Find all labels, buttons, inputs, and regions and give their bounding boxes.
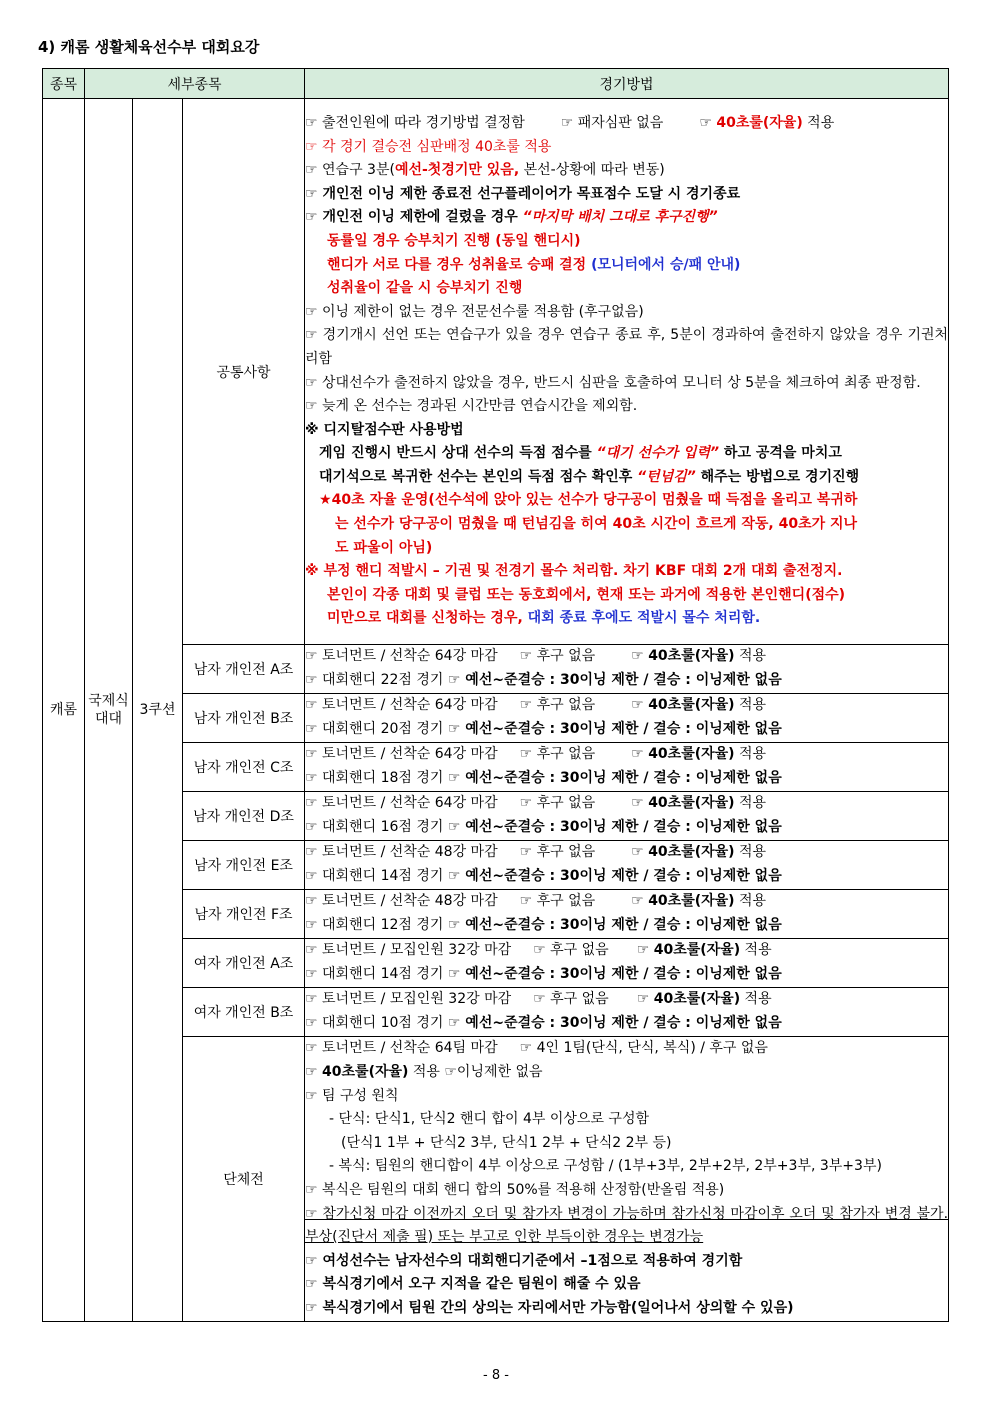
common-line-5: ☞ 개인전 이닝 제한에 걸렸을 경우 “마지막 배치 그대로 후구진행” — [305, 209, 718, 226]
division-label: 여자 개인전 A조 — [183, 939, 305, 988]
common-line-8: 성취율이 같을 시 승부치기 진행 — [327, 280, 523, 297]
division-label: 남자 개인전 D조 — [183, 792, 305, 841]
common-line-20: 본인이 각종 대회 및 클럽 또는 동호회에서, 현재 또는 과거에 적용한 본인핸디(점수) — [327, 586, 846, 603]
common-line-6: 동률일 경우 승부치기 진행 (동일 핸디시) — [327, 232, 581, 249]
division-label: 여자 개인전 B조 — [183, 988, 305, 1037]
court-cell: 3쿠션 — [133, 99, 183, 1322]
division-desc: ☞ 토너먼트 / 선착순 64강 마감 ☞ 후구 없음 ☞ 40초룰(자율) 적용 ☞ 대회핸디 16점 경기 ☞ 예선~준결승 : 30이닝 제한 / 결승 : 이닝제한 없음 — [305, 792, 949, 841]
common-line-9: ☞ 이닝 제한이 없는 경우 전문선수룰 적용함 (후구없음) — [305, 303, 644, 320]
table-row-common — [43, 99, 949, 645]
section-title: 4) 캐롬 생활체육선수부 대회요강 — [38, 38, 260, 56]
division-desc: ☞ 토너먼트 / 선착순 48강 마감 ☞ 후구 없음 ☞ 40초룰(자율) 적용 ☞ 대회핸디 12점 경기 ☞ 예선~준결승 : 30이닝 제한 / 결승 : 이닝제한 없음 — [305, 890, 949, 939]
page-number: - 8 - — [483, 1368, 509, 1383]
style-line-1: 국제식 — [88, 693, 129, 709]
header-method: 경기방법 — [305, 69, 949, 99]
common-line-1: ☞ 출전인원에 따라 경기방법 결정함 ☞ 패자심판 없음 ☞ 40초룰(자율) 적용 — [305, 114, 835, 131]
style-cell — [85, 99, 133, 1322]
division-desc: ☞ 토너먼트 / 모집인원 32강 마감 ☞ 후구 없음 ☞ 40초룰(자율) 적용 ☞ 대회핸디 14점 경기 ☞ 예선~준결승 : 30이닝 제한 / 결승 : 이닝제한 없음 — [305, 939, 949, 988]
division-label: 남자 개인전 F조 — [183, 890, 305, 939]
division-label: 남자 개인전 B조 — [183, 694, 305, 743]
common-line-11: ☞ 상대선수가 출전하지 않았을 경우, 반드시 심판을 호출하여 모니터 상 5분을 체크하여 최종 판정함. — [305, 374, 921, 391]
table-header-row — [43, 69, 949, 99]
rules-table — [42, 68, 949, 1322]
division-desc: ☞ 토너먼트 / 선착순 48강 마감 ☞ 후구 없음 ☞ 40초룰(자율) 적용 ☞ 대회핸디 14점 경기 ☞ 예선~준결승 : 30이닝 제한 / 결승 : 이닝제한 없음 — [305, 841, 949, 890]
division-desc: ☞ 토너먼트 / 선착순 64강 마감 ☞ 후구 없음 ☞ 40초룰(자율) 적용 ☞ 대회핸디 18점 경기 ☞ 예선~준결승 : 30이닝 제한 / 결승 : 이닝제한 없음 — [305, 743, 949, 792]
common-line-18: 도 파울이 아님) — [335, 539, 433, 556]
division-desc: ☞ 토너먼트 / 모집인원 32강 마감 ☞ 후구 없음 ☞ 40초룰(자율) 적용 ☞ 대회핸디 10점 경기 ☞ 예선~준결승 : 30이닝 제한 / 결승 : 이닝제한 없음 — [305, 988, 949, 1037]
common-line-13: ※ 디지탈점수판 사용방법 — [305, 421, 464, 438]
common-line-16: ★40초 자율 운영(선수석에 앉아 있는 선수가 당구공이 멈췄을 때 득점을 올리고 복귀하 — [319, 492, 858, 509]
common-line-4: ☞ 개인전 이닝 제한 종료전 선구플레이어가 목표점수 도달 시 경기종료 — [305, 185, 741, 202]
common-line-15: 대기석으로 복귀한 선수는 본인의 득점 점수 확인후 “턴넘김” 해주는 방법으로 경기진행 — [319, 468, 860, 485]
header-detail: 세부종목 — [85, 69, 305, 99]
common-line-7: 핸디가 서로 다를 경우 성취율로 승패 결정 (모니터에서 승/패 안내) — [327, 256, 741, 273]
sport-cell: 캐롬 — [43, 99, 85, 1322]
common-label: 공통사항 — [183, 99, 305, 645]
common-line-10: ☞ 경기개시 선언 또는 연습구가 있을 경우 연습구 종료 후, 5분이 경과하여 출전하지 않았을 경우 기권처리함 — [305, 327, 949, 367]
common-desc — [305, 99, 949, 645]
common-line-3: ☞ 연습구 3분(예선-첫경기만 있음, 본선-상황에 따라 변동) — [305, 162, 665, 179]
common-line-12: ☞ 늦게 온 선수는 경과된 시간만큼 연습시간을 제외함. — [305, 398, 638, 415]
division-label: 남자 개인전 C조 — [183, 743, 305, 792]
common-line-21: 미만으로 대회를 신청하는 경우, 대회 종료 후에도 적발시 몰수 처리함. — [327, 610, 761, 627]
division-desc: ☞ 토너먼트 / 선착순 64강 마감 ☞ 후구 없음 ☞ 40초룰(자율) 적용 ☞ 대회핸디 20점 경기 ☞ 예선~준결승 : 30이닝 제한 / 결승 : 이닝제한 없음 — [305, 694, 949, 743]
common-line-17: 는 선수가 당구공이 멈췄을 때 턴넘김을 히여 40초 시간이 흐르게 작동, 40초가 지나 — [335, 516, 858, 533]
common-line-2: ☞ 각 경기 결승전 심판배정 40초룰 적용 — [305, 138, 552, 155]
style-line-2: 대대 — [94, 711, 123, 727]
common-line-19: ※ 부정 핸디 적발시 – 기권 및 전경기 몰수 처리함. 차기 KBF 대회 2개 대회 출전정지. — [305, 563, 843, 580]
division-label: 남자 개인전 A조 — [183, 645, 305, 694]
common-line-14: 게임 진행시 반드시 상대 선수의 득점 점수를 “대기 선수가 입력” 하고 공격을 마치고 — [319, 445, 842, 462]
division-label: 남자 개인전 E조 — [183, 841, 305, 890]
team-label: 단체전 — [183, 1037, 305, 1322]
header-sport: 종목 — [43, 69, 85, 99]
division-desc: ☞ 토너먼트 / 선착순 64강 마감 ☞ 후구 없음 ☞ 40초룰(자율) 적용 ☞ 대회핸디 22점 경기 ☞ 예선~준결승 : 30이닝 제한 / 결승 : 이닝제한 없음 — [305, 645, 949, 694]
team-desc: ☞ 토너먼트 / 선착순 64팀 마감 ☞ 4인 1팀(단식, 단식, 복식) / 후구 없음 ☞ 40초룰(자율) 적용 ☞이닝제한 없음 ☞ 팀 구성 원칙 - 단식: 단식1, 단식2 핸디 합이 4부 이상으로 구성함 (단식1 1부 + 단식2 3부, 단식1 2부 + 단식2 2부 등) - 복식: 팀원의 핸디합이 4부 이상으로 구성함 / (1부+3부, 2부+2부, 2부+3부, 3부+3부) ☞ 복식은 팀원의 대회 핸디 합의 50%를 적용해 산정함(반올림 적용) ☞ 참가신청 마감 이전까지 오더 및 참가자 변경이 가능하며 참가신청 마감이후 오더 및 참가자 변경 불가. 부상(진단서 제출 필) 또는 부고로 인한 부득이한 경우는 변경가능 ☞ 여성선수는 남자선수의 대회핸디기준에서 –1점으로 적용하여 경기함 ☞ 복식경기에서 오구 지적을 같은 팀원이 해줄 수 있음 ☞ 복식경기에서 팀원 간의 상의는 자리에서만 가능함(일어나서 상의할 수 있음) — [305, 1037, 949, 1322]
